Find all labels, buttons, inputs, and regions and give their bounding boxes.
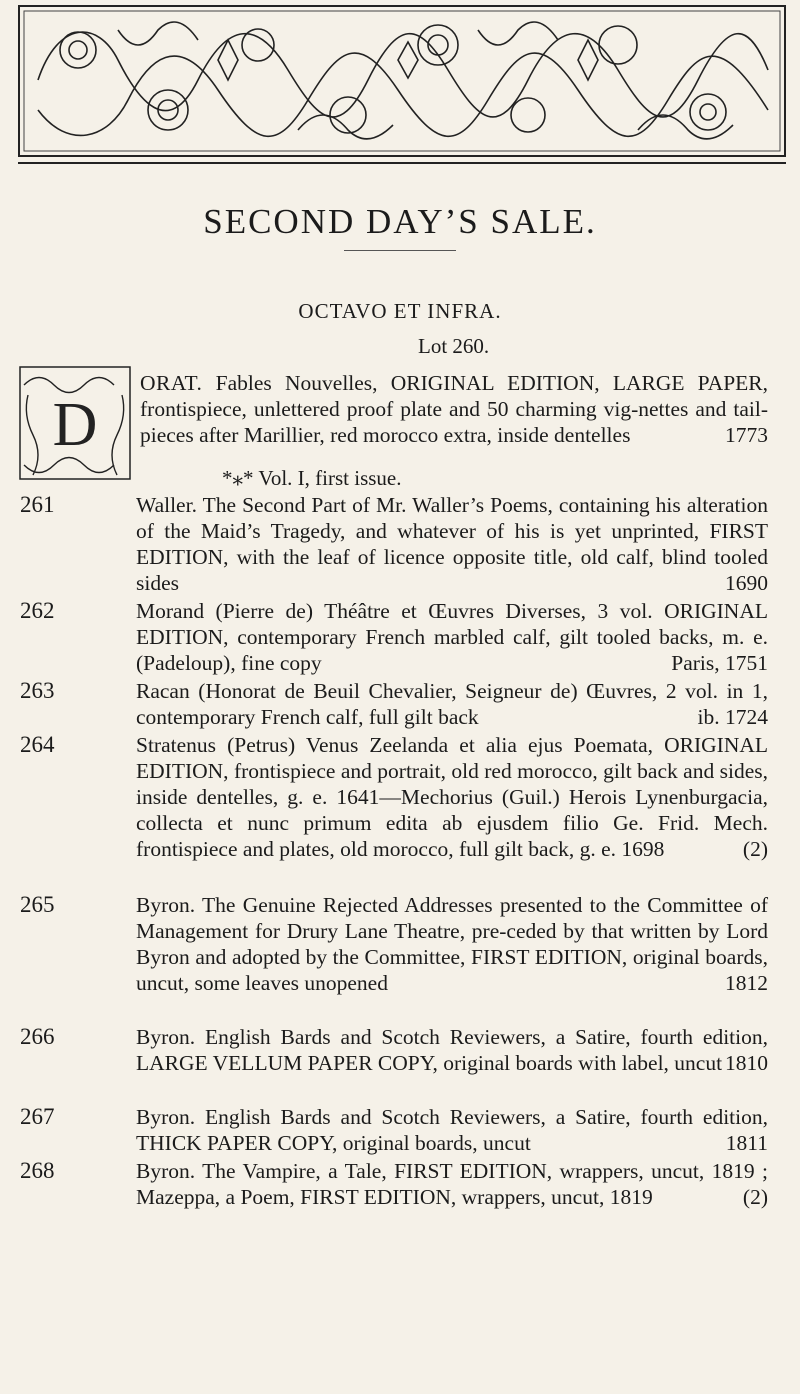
lot-date: 1690	[725, 571, 768, 595]
ornamental-header-banner	[18, 0, 786, 164]
lot-description	[136, 1104, 768, 1156]
section-subtitle: OCTAVO ET INFRA.	[298, 299, 502, 323]
lot-date: 1811	[725, 1131, 768, 1155]
svg-text:D: D	[52, 391, 98, 459]
lot-number: 267	[20, 1104, 55, 1129]
lot-number: 265	[20, 892, 55, 917]
lot-description	[136, 598, 768, 676]
lot-number: 263	[20, 678, 55, 703]
lot-description	[136, 678, 768, 730]
lot-body: Byron. English Bards and Scotch Reviewers, a Satire, fourth edition, LARGE VELLUM PAPER COPY, original boards with label, uncut	[136, 1025, 768, 1075]
lot-body: Waller. The Second Part of Mr. Waller’s Poems, containing his alteration of the Maid’s Tragedy, and whatever of his is yet unprinted, FIRST EDITION, with the leaf of licence opposite title, old calf, blind tooled sides	[136, 493, 768, 595]
lot-date: 1773	[725, 423, 768, 447]
title-divider	[344, 250, 456, 251]
decorated-initial-d	[18, 365, 132, 481]
lot-body: Byron. The Genuine Rejected Addresses presented to the Committee of Management for Drury Lane Theatre, pre-ceded by that written by Lord Byron and adopted by the Committee, FIRST EDITION, original boards, uncut, some leaves unopened	[136, 893, 768, 995]
lot-description	[136, 892, 768, 996]
lot-date: 1810	[725, 1051, 768, 1075]
lot-description	[136, 1024, 768, 1076]
lot-description	[136, 732, 768, 862]
lot-description	[136, 492, 768, 596]
page-title: SECOND DAY’S SALE.	[203, 202, 597, 241]
lot-body: Fables Nouvelles, ORIGINAL EDITION, LARGE PAPER, frontispiece, unlettered proof plate and 50 charming vig-nettes and tail-pieces after Marillier, red morocco extra, inside dentelles	[140, 371, 768, 447]
lot-number: 268	[20, 1158, 55, 1183]
lot-number: 262	[20, 598, 55, 623]
lot-body: Morand (Pierre de) Théâtre et Œuvres Diverses, 3 vol. ORIGINAL EDITION, contemporary French marbled calf, gilt tooled backs, m. e. (Padeloup), fine copy	[136, 599, 768, 675]
lot-date: 1812	[725, 971, 768, 995]
lot-number: 264	[20, 732, 55, 757]
lot-number: 266	[20, 1024, 55, 1049]
lot-opening-word: ORAT.	[140, 371, 203, 395]
lot-body: Byron. English Bards and Scotch Reviewers, a Satire, fourth edition, THICK PAPER COPY, original boards, uncut	[136, 1105, 768, 1155]
lot-date: (2)	[742, 837, 768, 861]
lot-body: Stratenus (Petrus) Venus Zeelanda et alia ejus Poemata, ORIGINAL EDITION, frontispiece and portrait, old red morocco, gilt back and sides, inside dentelles, g. e. 1641—Mechorius (Guil.) Herois Lynenburgacia, collecta et nunc primum edita ab ejusdem filio Ge. Frid. Mech. frontispiece and plates, old morocco, full gilt back, g. e. 1698	[136, 733, 768, 861]
lot-date: Paris, 1751	[671, 651, 768, 675]
lot-date: (2)	[742, 1185, 768, 1209]
lot-body: Racan (Honorat de Beuil Chevalier, Seigneur de) Œuvres, 2 vol. in 1, contemporary French calf, full gilt back	[136, 679, 768, 729]
lot-note: *⁎* Vol. I, first issue.	[222, 466, 402, 490]
lot-date: ib. 1724	[697, 705, 768, 729]
lot-body: Byron. The Vampire, a Tale, FIRST EDITION, wrappers, uncut, 1819 ; Mazeppa, a Poem, FIRST EDITION, wrappers, uncut, 1819	[136, 1159, 768, 1209]
lot-description	[136, 1158, 768, 1210]
lot-description	[140, 370, 768, 448]
lot-number: 261	[20, 492, 55, 517]
lot-heading: Lot 260.	[418, 334, 490, 358]
